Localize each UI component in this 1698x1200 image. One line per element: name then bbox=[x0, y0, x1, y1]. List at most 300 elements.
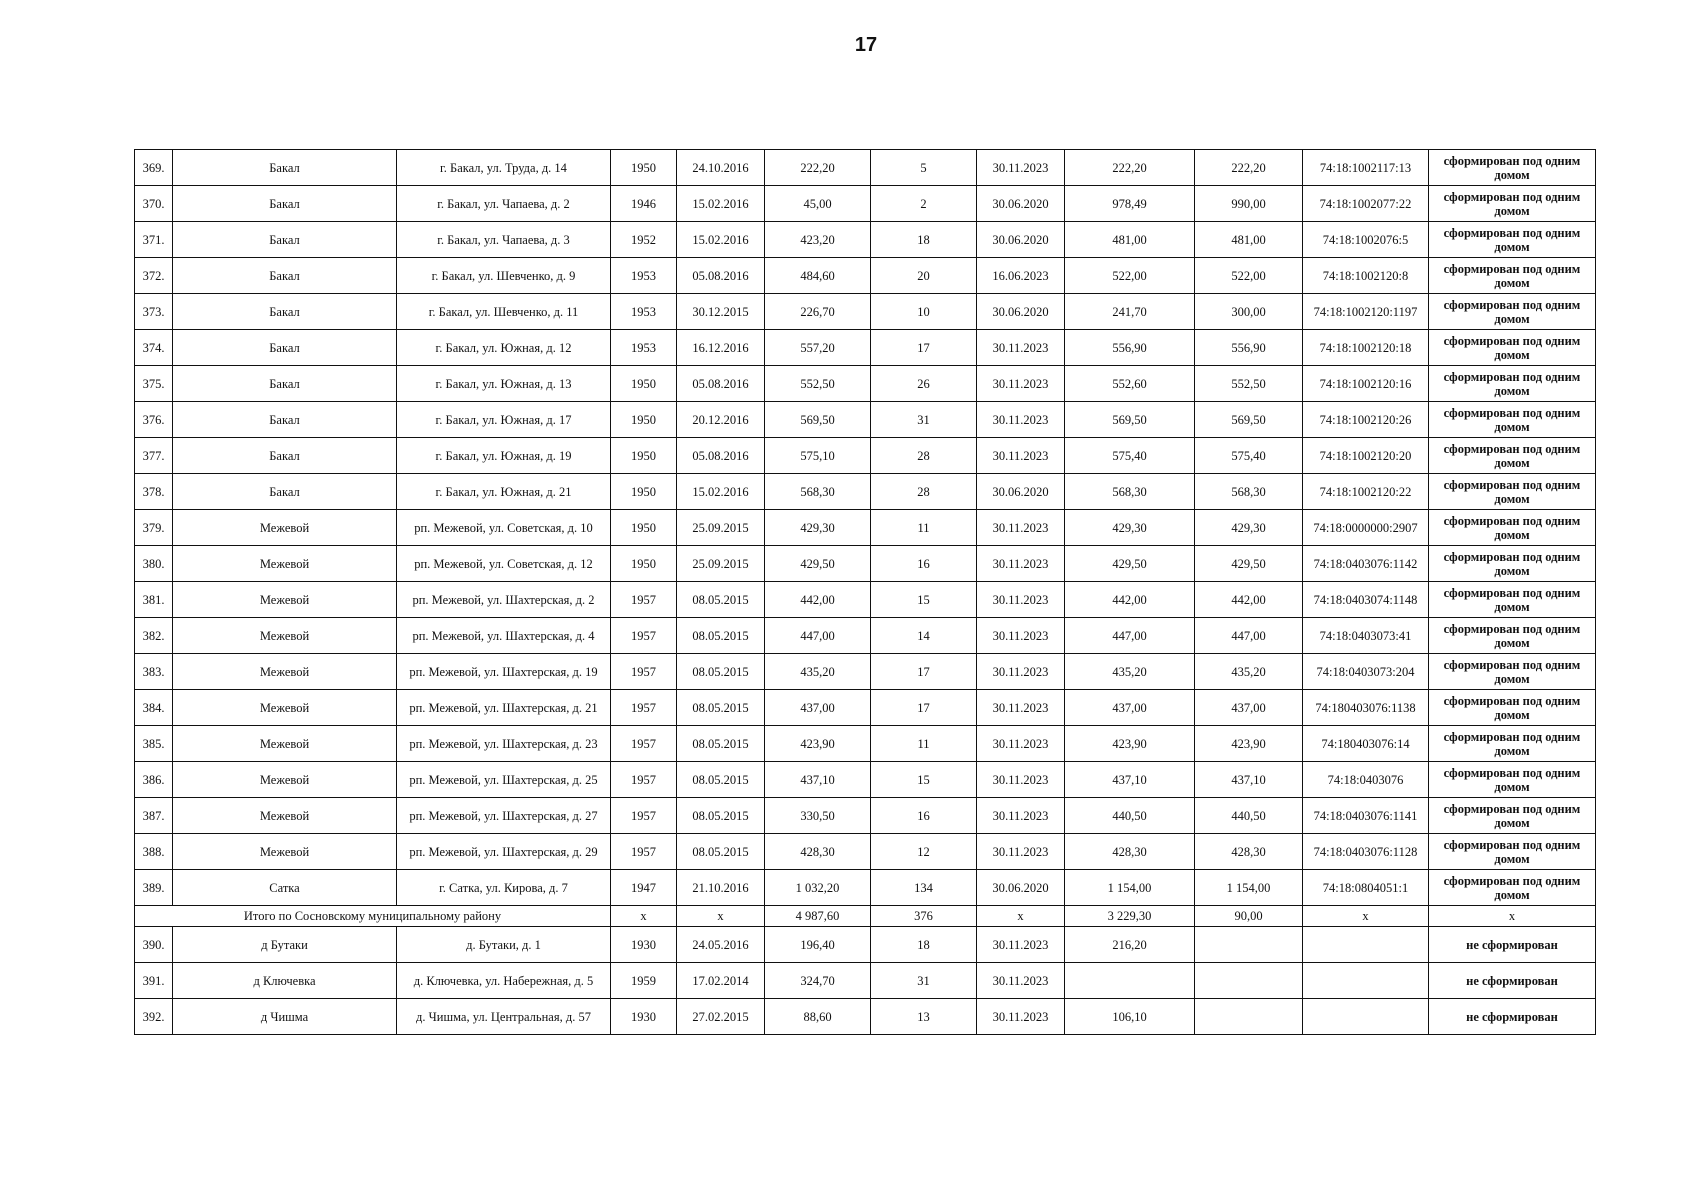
recognition-date-cell: 30.12.2015 bbox=[677, 294, 765, 330]
area3-cell: 569,50 bbox=[1195, 402, 1303, 438]
row-number: 392. bbox=[135, 999, 173, 1035]
deadline-cell: 16.06.2023 bbox=[977, 258, 1065, 294]
address-cell: г. Бакал, ул. Южная, д. 19 bbox=[397, 438, 611, 474]
page-number: 17 bbox=[854, 34, 878, 56]
area-cell: 423,90 bbox=[765, 726, 871, 762]
year-cell: 1957 bbox=[611, 582, 677, 618]
locality-cell: д Ключевка bbox=[173, 963, 397, 999]
year-cell: 1950 bbox=[611, 402, 677, 438]
table-row bbox=[135, 222, 1596, 258]
deadline-cell: 30.11.2023 bbox=[977, 654, 1065, 690]
area2-cell: 435,20 bbox=[1065, 654, 1195, 690]
table-row bbox=[135, 438, 1596, 474]
deadline-cell: 30.11.2023 bbox=[977, 690, 1065, 726]
row-number: 384. bbox=[135, 690, 173, 726]
land-status-cell: сформирован под одним домом bbox=[1429, 726, 1596, 762]
table-row bbox=[135, 963, 1596, 999]
area3-cell: 428,30 bbox=[1195, 834, 1303, 870]
deadline-cell: 30.11.2023 bbox=[977, 582, 1065, 618]
area3-cell: 442,00 bbox=[1195, 582, 1303, 618]
housing-registry-table bbox=[134, 149, 1596, 1035]
deadline-cell: 30.11.2023 bbox=[977, 999, 1065, 1035]
locality-cell: Бакал bbox=[173, 402, 397, 438]
table-row bbox=[135, 798, 1596, 834]
table-row bbox=[135, 690, 1596, 726]
deadline-cell: 30.11.2023 bbox=[977, 963, 1065, 999]
table-row bbox=[135, 726, 1596, 762]
recognition-date-cell: 08.05.2015 bbox=[677, 762, 765, 798]
area2-cell: 429,30 bbox=[1065, 510, 1195, 546]
year-cell: 1950 bbox=[611, 150, 677, 186]
recognition-date-cell: 08.05.2015 bbox=[677, 618, 765, 654]
land-status-cell: сформирован под одним домом bbox=[1429, 150, 1596, 186]
deadline-cell: 30.11.2023 bbox=[977, 330, 1065, 366]
row-number: 381. bbox=[135, 582, 173, 618]
recognition-date-cell: 15.02.2016 bbox=[677, 474, 765, 510]
recognition-date-cell: 08.05.2015 bbox=[677, 726, 765, 762]
land-status-cell: не сформирован bbox=[1429, 927, 1596, 963]
year-cell: 1947 bbox=[611, 870, 677, 906]
area-cell: 447,00 bbox=[765, 618, 871, 654]
address-cell: рп. Межевой, ул. Шахтерская, д. 2 bbox=[397, 582, 611, 618]
table-row bbox=[135, 654, 1596, 690]
recognition-date-cell: 08.05.2015 bbox=[677, 834, 765, 870]
row-number: 377. bbox=[135, 438, 173, 474]
row-number: 387. bbox=[135, 798, 173, 834]
address-cell: г. Бакал, ул. Южная, д. 17 bbox=[397, 402, 611, 438]
year-cell: 1950 bbox=[611, 546, 677, 582]
table-row bbox=[135, 402, 1596, 438]
row-number: 391. bbox=[135, 963, 173, 999]
area2-cell: 429,50 bbox=[1065, 546, 1195, 582]
land-status-cell: сформирован под одним домом bbox=[1429, 834, 1596, 870]
locality-cell: Межевой bbox=[173, 798, 397, 834]
area2-cell: 556,90 bbox=[1065, 330, 1195, 366]
area-cell: 437,00 bbox=[765, 690, 871, 726]
recognition-date-cell: 25.09.2015 bbox=[677, 510, 765, 546]
land-status-cell: сформирован под одним домом bbox=[1429, 798, 1596, 834]
locality-cell: Бакал bbox=[173, 186, 397, 222]
area2-cell: 222,20 bbox=[1065, 150, 1195, 186]
recognition-date-cell: 15.02.2016 bbox=[677, 186, 765, 222]
recognition-date-cell: 08.05.2015 bbox=[677, 798, 765, 834]
table-row bbox=[135, 366, 1596, 402]
area-cell: 429,30 bbox=[765, 510, 871, 546]
residents-cell: 18 bbox=[871, 927, 977, 963]
recognition-date-cell: 20.12.2016 bbox=[677, 402, 765, 438]
recognition-date-cell: 24.05.2016 bbox=[677, 927, 765, 963]
table-row bbox=[135, 582, 1596, 618]
deadline-cell: 30.06.2020 bbox=[977, 294, 1065, 330]
locality-cell: Межевой bbox=[173, 654, 397, 690]
area3-cell: 447,00 bbox=[1195, 618, 1303, 654]
recognition-date-cell: 25.09.2015 bbox=[677, 546, 765, 582]
residents-cell: 5 bbox=[871, 150, 977, 186]
address-cell: рп. Межевой, ул. Советская, д. 10 bbox=[397, 510, 611, 546]
area-cell: 45,00 bbox=[765, 186, 871, 222]
residents-cell: 17 bbox=[871, 654, 977, 690]
table-row bbox=[135, 762, 1596, 798]
deadline-cell: 30.11.2023 bbox=[977, 762, 1065, 798]
area3-cell: 437,10 bbox=[1195, 762, 1303, 798]
recognition-date-cell: 05.08.2016 bbox=[677, 438, 765, 474]
area-cell: 557,20 bbox=[765, 330, 871, 366]
locality-cell: д Чишма bbox=[173, 999, 397, 1035]
area2-cell: 241,70 bbox=[1065, 294, 1195, 330]
cadastral-number-cell: 74:18:0403074:1148 bbox=[1303, 582, 1429, 618]
cadastral-number-cell: 74:18:1002120:20 bbox=[1303, 438, 1429, 474]
address-cell: г. Бакал, ул. Шевченко, д. 9 bbox=[397, 258, 611, 294]
year-cell: 1957 bbox=[611, 690, 677, 726]
land-status-cell: сформирован под одним домом bbox=[1429, 474, 1596, 510]
year-cell: 1957 bbox=[611, 834, 677, 870]
cadastral-number-cell: 74:18:0403076 bbox=[1303, 762, 1429, 798]
area3-cell: 435,20 bbox=[1195, 654, 1303, 690]
area3-cell: 522,00 bbox=[1195, 258, 1303, 294]
residents-cell: 12 bbox=[871, 834, 977, 870]
deadline-cell: 30.11.2023 bbox=[977, 618, 1065, 654]
area3-cell bbox=[1195, 963, 1303, 999]
total-row bbox=[135, 906, 1596, 927]
locality-cell: Бакал bbox=[173, 474, 397, 510]
land-status-cell: не сформирован bbox=[1429, 963, 1596, 999]
locality-cell: Межевой bbox=[173, 546, 397, 582]
area3-cell: 575,40 bbox=[1195, 438, 1303, 474]
area-cell: 88,60 bbox=[765, 999, 871, 1035]
table-row bbox=[135, 546, 1596, 582]
land-status-cell: сформирован под одним домом bbox=[1429, 690, 1596, 726]
area3-cell: 568,30 bbox=[1195, 474, 1303, 510]
cadastral-number-cell: 74:18:1002120:22 bbox=[1303, 474, 1429, 510]
area3-cell bbox=[1195, 999, 1303, 1035]
table-row bbox=[135, 870, 1596, 906]
deadline-cell: 30.11.2023 bbox=[977, 402, 1065, 438]
year-cell: 1957 bbox=[611, 798, 677, 834]
area-cell: 1 032,20 bbox=[765, 870, 871, 906]
total-area: 4 987,60 bbox=[765, 906, 871, 927]
residents-cell: 17 bbox=[871, 330, 977, 366]
locality-cell: Сатка bbox=[173, 870, 397, 906]
row-number: 382. bbox=[135, 618, 173, 654]
row-number: 370. bbox=[135, 186, 173, 222]
land-status-cell: не сформирован bbox=[1429, 999, 1596, 1035]
cadastral-number-cell: 74:180403076:1138 bbox=[1303, 690, 1429, 726]
cadastral-number-cell: 74:18:0403073:204 bbox=[1303, 654, 1429, 690]
land-status-cell: сформирован под одним домом bbox=[1429, 186, 1596, 222]
area2-cell: 437,00 bbox=[1065, 690, 1195, 726]
cadastral-number-cell: 74:18:0403076:1142 bbox=[1303, 546, 1429, 582]
residents-cell: 28 bbox=[871, 474, 977, 510]
cadastral-number-cell: 74:18:1002120:26 bbox=[1303, 402, 1429, 438]
residents-cell: 13 bbox=[871, 999, 977, 1035]
recognition-date-cell: 17.02.2014 bbox=[677, 963, 765, 999]
locality-cell: д Бутаки bbox=[173, 927, 397, 963]
year-cell: 1950 bbox=[611, 438, 677, 474]
land-status-cell: сформирован под одним домом bbox=[1429, 222, 1596, 258]
area-cell: 226,70 bbox=[765, 294, 871, 330]
cadastral-number-cell: 74:18:0403076:1128 bbox=[1303, 834, 1429, 870]
deadline-cell: 30.06.2020 bbox=[977, 222, 1065, 258]
residents-cell: 16 bbox=[871, 798, 977, 834]
locality-cell: Бакал bbox=[173, 330, 397, 366]
year-cell: 1946 bbox=[611, 186, 677, 222]
year-cell: 1957 bbox=[611, 726, 677, 762]
residents-cell: 28 bbox=[871, 438, 977, 474]
row-number: 378. bbox=[135, 474, 173, 510]
recognition-date-cell: 08.05.2015 bbox=[677, 582, 765, 618]
cadastral-number-cell: 74:18:1002120:1197 bbox=[1303, 294, 1429, 330]
cadastral-number-cell: 74:18:0000000:2907 bbox=[1303, 510, 1429, 546]
deadline-cell: 30.06.2020 bbox=[977, 870, 1065, 906]
area3-cell: 440,50 bbox=[1195, 798, 1303, 834]
area2-cell bbox=[1065, 963, 1195, 999]
area2-cell: 440,50 bbox=[1065, 798, 1195, 834]
address-cell: г. Бакал, ул. Южная, д. 12 bbox=[397, 330, 611, 366]
area3-cell: 481,00 bbox=[1195, 222, 1303, 258]
area-cell: 552,50 bbox=[765, 366, 871, 402]
total-status: x bbox=[1429, 906, 1596, 927]
area-cell: 569,50 bbox=[765, 402, 871, 438]
residents-cell: 2 bbox=[871, 186, 977, 222]
row-number: 390. bbox=[135, 927, 173, 963]
area3-cell: 300,00 bbox=[1195, 294, 1303, 330]
area3-cell: 222,20 bbox=[1195, 150, 1303, 186]
deadline-cell: 30.11.2023 bbox=[977, 150, 1065, 186]
row-number: 373. bbox=[135, 294, 173, 330]
area-cell: 196,40 bbox=[765, 927, 871, 963]
area-cell: 423,20 bbox=[765, 222, 871, 258]
area-cell: 437,10 bbox=[765, 762, 871, 798]
row-number: 372. bbox=[135, 258, 173, 294]
residents-cell: 11 bbox=[871, 726, 977, 762]
row-number: 386. bbox=[135, 762, 173, 798]
table-row bbox=[135, 474, 1596, 510]
table-row bbox=[135, 294, 1596, 330]
locality-cell: Межевой bbox=[173, 582, 397, 618]
total-label: Итого по Сосновскому муниципальному району bbox=[135, 906, 611, 927]
area2-cell: 216,20 bbox=[1065, 927, 1195, 963]
recognition-date-cell: 08.05.2015 bbox=[677, 654, 765, 690]
address-cell: г. Бакал, ул. Южная, д. 13 bbox=[397, 366, 611, 402]
year-cell: 1950 bbox=[611, 366, 677, 402]
area-cell: 484,60 bbox=[765, 258, 871, 294]
address-cell: г. Сатка, ул. Кирова, д. 7 bbox=[397, 870, 611, 906]
year-cell: 1950 bbox=[611, 510, 677, 546]
table-row bbox=[135, 186, 1596, 222]
land-status-cell: сформирован под одним домом bbox=[1429, 870, 1596, 906]
table-row bbox=[135, 330, 1596, 366]
row-number: 380. bbox=[135, 546, 173, 582]
table-body-main bbox=[135, 150, 1596, 906]
row-number: 383. bbox=[135, 654, 173, 690]
address-cell: г. Бакал, ул. Чапаева, д. 2 bbox=[397, 186, 611, 222]
residents-cell: 14 bbox=[871, 618, 977, 654]
area-cell: 324,70 bbox=[765, 963, 871, 999]
address-cell: рп. Межевой, ул. Шахтерская, д. 19 bbox=[397, 654, 611, 690]
row-number: 389. bbox=[135, 870, 173, 906]
recognition-date-cell: 27.02.2015 bbox=[677, 999, 765, 1035]
year-cell: 1953 bbox=[611, 294, 677, 330]
row-number: 379. bbox=[135, 510, 173, 546]
address-cell: г. Бакал, ул. Труда, д. 14 bbox=[397, 150, 611, 186]
address-cell: рп. Межевой, ул. Шахтерская, д. 29 bbox=[397, 834, 611, 870]
locality-cell: Межевой bbox=[173, 690, 397, 726]
address-cell: д. Бутаки, д. 1 bbox=[397, 927, 611, 963]
year-cell: 1930 bbox=[611, 999, 677, 1035]
address-cell: д. Ключевка, ул. Набережная, д. 5 bbox=[397, 963, 611, 999]
address-cell: рп. Межевой, ул. Советская, д. 12 bbox=[397, 546, 611, 582]
area2-cell: 575,40 bbox=[1065, 438, 1195, 474]
land-status-cell: сформирован под одним домом bbox=[1429, 654, 1596, 690]
locality-cell: Бакал bbox=[173, 258, 397, 294]
area2-cell: 428,30 bbox=[1065, 834, 1195, 870]
total-cadastral: x bbox=[1303, 906, 1429, 927]
area2-cell: 106,10 bbox=[1065, 999, 1195, 1035]
cadastral-number-cell: 74:18:0403076:1141 bbox=[1303, 798, 1429, 834]
year-cell: 1959 bbox=[611, 963, 677, 999]
area-cell: 575,10 bbox=[765, 438, 871, 474]
land-status-cell: сформирован под одним домом bbox=[1429, 402, 1596, 438]
area2-cell: 978,49 bbox=[1065, 186, 1195, 222]
residents-cell: 11 bbox=[871, 510, 977, 546]
row-number: 376. bbox=[135, 402, 173, 438]
locality-cell: Бакал bbox=[173, 222, 397, 258]
cadastral-number-cell: 74:18:1002117:13 bbox=[1303, 150, 1429, 186]
land-status-cell: сформирован под одним домом bbox=[1429, 618, 1596, 654]
area2-cell: 522,00 bbox=[1065, 258, 1195, 294]
area3-cell bbox=[1195, 927, 1303, 963]
area3-cell: 437,00 bbox=[1195, 690, 1303, 726]
land-status-cell: сформирован под одним домом bbox=[1429, 546, 1596, 582]
area2-cell: 569,50 bbox=[1065, 402, 1195, 438]
area2-cell: 481,00 bbox=[1065, 222, 1195, 258]
area-cell: 429,50 bbox=[765, 546, 871, 582]
land-status-cell: сформирован под одним домом bbox=[1429, 438, 1596, 474]
residents-cell: 26 bbox=[871, 366, 977, 402]
locality-cell: Межевой bbox=[173, 510, 397, 546]
area-cell: 435,20 bbox=[765, 654, 871, 690]
cadastral-number-cell bbox=[1303, 927, 1429, 963]
area2-cell: 437,10 bbox=[1065, 762, 1195, 798]
area2-cell: 447,00 bbox=[1065, 618, 1195, 654]
address-cell: рп. Межевой, ул. Шахтерская, д. 4 bbox=[397, 618, 611, 654]
year-cell: 1950 bbox=[611, 474, 677, 510]
year-cell: 1957 bbox=[611, 654, 677, 690]
cadastral-number-cell: 74:18:0403073:41 bbox=[1303, 618, 1429, 654]
residents-cell: 10 bbox=[871, 294, 977, 330]
residents-cell: 31 bbox=[871, 963, 977, 999]
table-row bbox=[135, 150, 1596, 186]
address-cell: г. Бакал, ул. Шевченко, д. 11 bbox=[397, 294, 611, 330]
area3-cell: 556,90 bbox=[1195, 330, 1303, 366]
deadline-cell: 30.11.2023 bbox=[977, 834, 1065, 870]
residents-cell: 134 bbox=[871, 870, 977, 906]
row-number: 369. bbox=[135, 150, 173, 186]
row-number: 374. bbox=[135, 330, 173, 366]
address-cell: рп. Межевой, ул. Шахтерская, д. 21 bbox=[397, 690, 611, 726]
deadline-cell: 30.11.2023 bbox=[977, 366, 1065, 402]
area2-cell: 568,30 bbox=[1065, 474, 1195, 510]
locality-cell: Бакал bbox=[173, 438, 397, 474]
deadline-cell: 30.11.2023 bbox=[977, 798, 1065, 834]
table-total bbox=[135, 906, 1596, 927]
year-cell: 1957 bbox=[611, 618, 677, 654]
land-status-cell: сформирован под одним домом bbox=[1429, 366, 1596, 402]
row-number: 385. bbox=[135, 726, 173, 762]
cadastral-number-cell bbox=[1303, 963, 1429, 999]
area3-cell: 990,00 bbox=[1195, 186, 1303, 222]
deadline-cell: 30.11.2023 bbox=[977, 510, 1065, 546]
total-area2: 3 229,30 bbox=[1065, 906, 1195, 927]
area-cell: 330,50 bbox=[765, 798, 871, 834]
locality-cell: Бакал bbox=[173, 366, 397, 402]
total-date: x bbox=[677, 906, 765, 927]
cadastral-number-cell: 74:18:1002077:22 bbox=[1303, 186, 1429, 222]
residents-cell: 18 bbox=[871, 222, 977, 258]
land-status-cell: сформирован под одним домом bbox=[1429, 762, 1596, 798]
address-cell: рп. Межевой, ул. Шахтерская, д. 23 bbox=[397, 726, 611, 762]
cadastral-number-cell bbox=[1303, 999, 1429, 1035]
residents-cell: 31 bbox=[871, 402, 977, 438]
recognition-date-cell: 05.08.2016 bbox=[677, 258, 765, 294]
area3-cell: 1 154,00 bbox=[1195, 870, 1303, 906]
locality-cell: Бакал bbox=[173, 150, 397, 186]
locality-cell: Межевой bbox=[173, 726, 397, 762]
year-cell: 1930 bbox=[611, 927, 677, 963]
locality-cell: Межевой bbox=[173, 618, 397, 654]
cadastral-number-cell: 74:18:1002120:18 bbox=[1303, 330, 1429, 366]
year-cell: 1952 bbox=[611, 222, 677, 258]
recognition-date-cell: 21.10.2016 bbox=[677, 870, 765, 906]
residents-cell: 16 bbox=[871, 546, 977, 582]
locality-cell: Межевой bbox=[173, 762, 397, 798]
land-status-cell: сформирован под одним домом bbox=[1429, 582, 1596, 618]
area-cell: 222,20 bbox=[765, 150, 871, 186]
total-year: x bbox=[611, 906, 677, 927]
area-cell: 442,00 bbox=[765, 582, 871, 618]
recognition-date-cell: 05.08.2016 bbox=[677, 366, 765, 402]
row-number: 371. bbox=[135, 222, 173, 258]
deadline-cell: 30.06.2020 bbox=[977, 474, 1065, 510]
area3-cell: 552,50 bbox=[1195, 366, 1303, 402]
deadline-cell: 30.11.2023 bbox=[977, 726, 1065, 762]
total-area3: 90,00 bbox=[1195, 906, 1303, 927]
address-cell: г. Бакал, ул. Южная, д. 21 bbox=[397, 474, 611, 510]
land-status-cell: сформирован под одним домом bbox=[1429, 330, 1596, 366]
area3-cell: 423,90 bbox=[1195, 726, 1303, 762]
land-status-cell: сформирован под одним домом bbox=[1429, 258, 1596, 294]
deadline-cell: 30.11.2023 bbox=[977, 438, 1065, 474]
address-cell: рп. Межевой, ул. Шахтерская, д. 27 bbox=[397, 798, 611, 834]
area-cell: 428,30 bbox=[765, 834, 871, 870]
address-cell: г. Бакал, ул. Чапаева, д. 3 bbox=[397, 222, 611, 258]
recognition-date-cell: 16.12.2016 bbox=[677, 330, 765, 366]
table-row bbox=[135, 618, 1596, 654]
recognition-date-cell: 15.02.2016 bbox=[677, 222, 765, 258]
table-row bbox=[135, 834, 1596, 870]
total-residents: 376 bbox=[871, 906, 977, 927]
deadline-cell: 30.11.2023 bbox=[977, 546, 1065, 582]
table-row bbox=[135, 258, 1596, 294]
area3-cell: 429,50 bbox=[1195, 546, 1303, 582]
cadastral-number-cell: 74:18:1002076:5 bbox=[1303, 222, 1429, 258]
area2-cell: 1 154,00 bbox=[1065, 870, 1195, 906]
table-row bbox=[135, 999, 1596, 1035]
locality-cell: Бакал bbox=[173, 294, 397, 330]
cadastral-number-cell: 74:180403076:14 bbox=[1303, 726, 1429, 762]
residents-cell: 15 bbox=[871, 582, 977, 618]
area2-cell: 442,00 bbox=[1065, 582, 1195, 618]
